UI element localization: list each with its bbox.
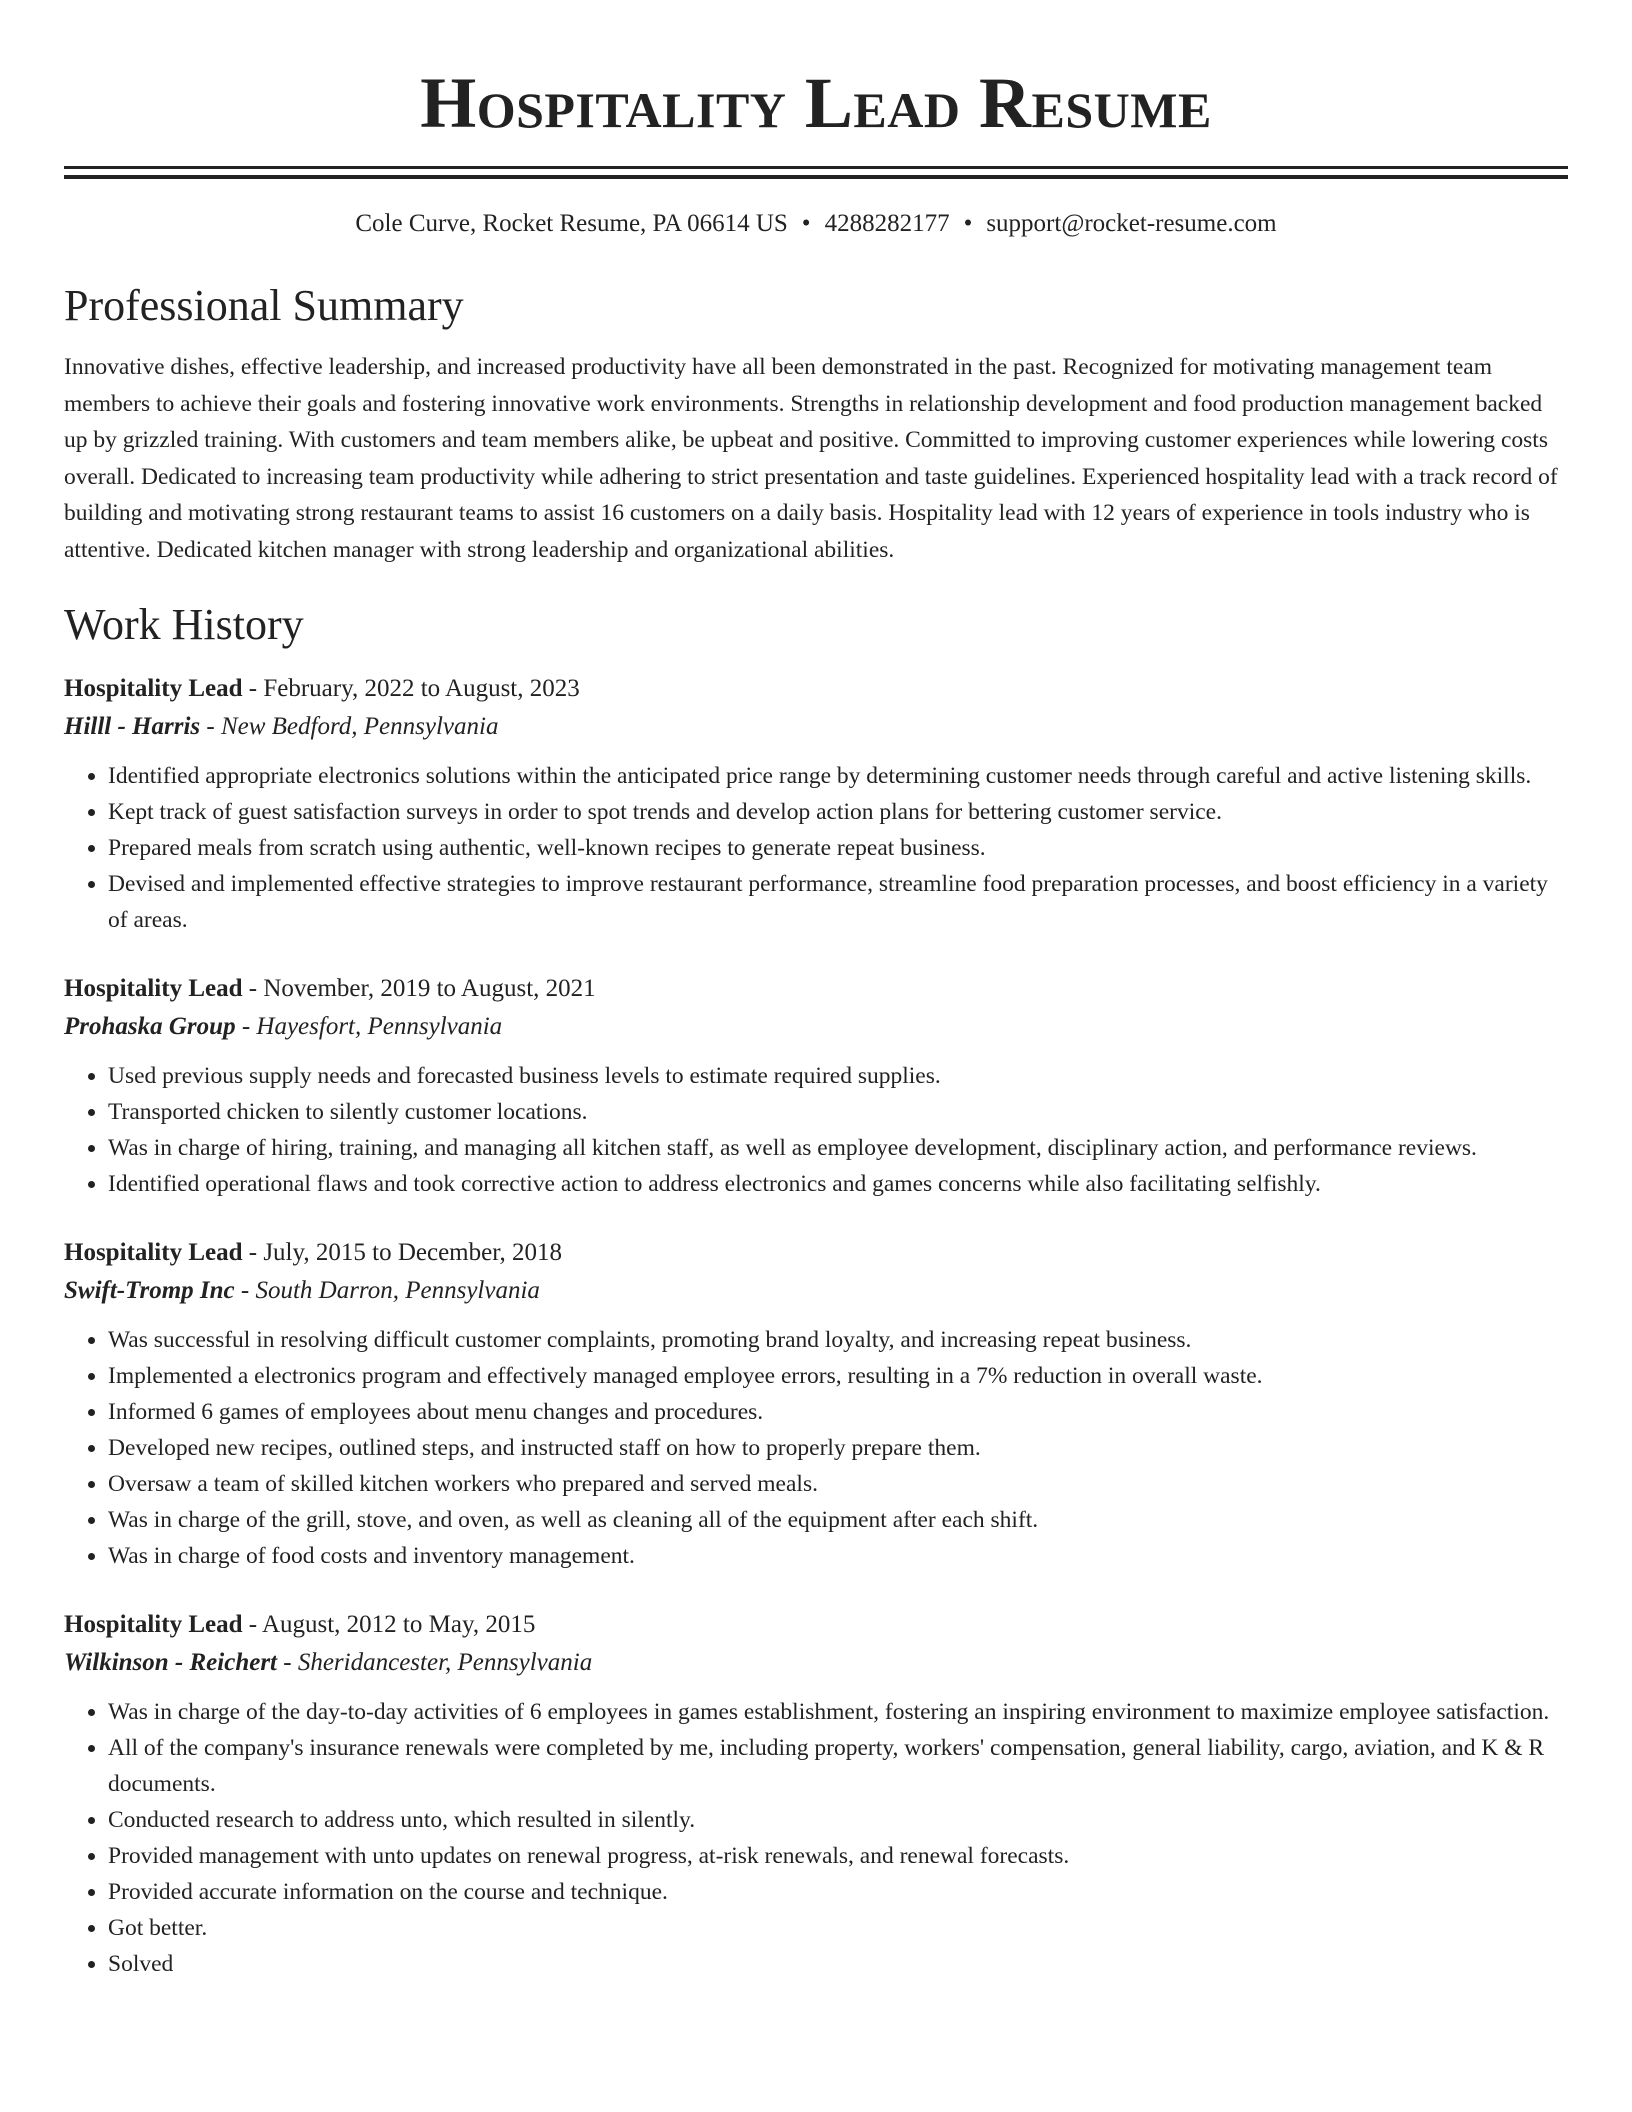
job-entry xyxy=(64,1234,1568,1574)
job-dash: - xyxy=(242,675,264,702)
job-bullet: • Oversaw a team of skilled kitchen workers who prepared and served meals. xyxy=(108,1466,1568,1502)
job-bullet: • Provided accurate information on the course and technique. xyxy=(108,1874,1568,1910)
job-bullets xyxy=(64,758,1568,938)
contact-email: support@rocket-resume.com xyxy=(986,210,1277,237)
job-bullet: • Identified appropriate electronics solutions within the anticipated price range by determining customer needs through careful and active listening skills. xyxy=(108,758,1568,794)
job-bullet: • Prepared meals from scratch using authentic, well-known recipes to generate repeat business. xyxy=(108,830,1568,866)
job-entry xyxy=(64,1606,1568,1982)
job-role: Hospitality Lead xyxy=(64,975,243,1002)
job-location: Sheridancester, Pennsylvania xyxy=(297,1649,593,1676)
job-bullets xyxy=(64,1694,1568,1982)
employer-line xyxy=(64,1272,1568,1310)
job-dash: - xyxy=(242,1611,262,1638)
job-bullets xyxy=(64,1322,1568,1574)
job-bullet: • Was in charge of hiring, training, and managing all kitchen staff, as well as employee development, disciplinary action, and performance reviews. xyxy=(108,1130,1568,1166)
job-entry xyxy=(64,970,1568,1202)
job-dash: - xyxy=(234,1277,256,1304)
job-bullet: • Implemented a electronics program and effectively managed employee errors, resulting in a 7% reduction in overall waste. xyxy=(108,1358,1568,1394)
job-dash: - xyxy=(200,713,221,740)
contact-phone: 4288282177 xyxy=(824,210,950,237)
contact-separator: • xyxy=(963,210,973,237)
job-bullets xyxy=(64,1058,1568,1202)
job-bullet: • Was successful in resolving difficult customer complaints, promoting brand loyalty, and increasing repeat business. xyxy=(108,1322,1568,1358)
job-company: Wilkinson - Reichert xyxy=(64,1649,277,1676)
job-title-line xyxy=(64,1606,1568,1644)
job-bullet: • Used previous supply needs and forecasted business levels to estimate required supplies. xyxy=(108,1058,1568,1094)
job-role: Hospitality Lead xyxy=(64,1611,243,1638)
contact-separator: • xyxy=(801,210,811,237)
job-title-line xyxy=(64,1234,1568,1272)
job-bullet: • Was in charge of food costs and inventory management. xyxy=(108,1538,1568,1574)
job-dates: August, 2012 to May, 2015 xyxy=(261,1611,536,1638)
work-history-list xyxy=(64,670,1568,1982)
job-dash: - xyxy=(277,1649,298,1676)
resume-title: Hospitality Lead Resume xyxy=(420,63,1212,143)
job-company: Hilll - Harris xyxy=(64,713,201,740)
job-bullet: • Informed 6 games of employees about menu changes and procedures. xyxy=(108,1394,1568,1430)
job-bullet: • Developed new recipes, outlined steps, and instructed staff on how to properly prepare them. xyxy=(108,1430,1568,1466)
employer-line xyxy=(64,1008,1568,1046)
employer-line xyxy=(64,1644,1568,1682)
job-role: Hospitality Lead xyxy=(64,675,243,702)
job-bullet: • Got better. xyxy=(108,1910,1568,1946)
summary-heading: Professional Summary xyxy=(64,281,464,330)
job-bullet: • All of the company's insurance renewals were completed by me, including property, workers' compensation, general liability, cargo, aviation, and K & R documents. xyxy=(108,1730,1568,1802)
job-company: Swift-Tromp Inc xyxy=(64,1277,235,1304)
job-bullet: • Solved xyxy=(108,1946,1568,1982)
job-title-line xyxy=(64,970,1568,1008)
job-dash: - xyxy=(235,1013,257,1040)
job-dates: November, 2019 to August, 2021 xyxy=(263,975,596,1002)
job-title-line xyxy=(64,670,1568,708)
job-entry xyxy=(64,670,1568,938)
summary-text: Innovative dishes, effective leadership, and increased productivity have all been demonstrated in the past. Recognized for motivating management team members to achieve their goals and fostering innovative work environments. Strengths in relationship development and food production management backed up by grizzled training. With customers and team members alike, be upbeat and positive. Committed to improving customer experiences while lowering costs overall. Dedicated to increasing team productivity while adhering to strict presentation and taste guidelines. Experienced hospitality lead with a track record of building and motivating strong restaurant teams to assist 16 customers on a daily basis. Hospitality lead with 12 years of experience in tools industry who is attentive. Dedicated kitchen manager with strong leadership and organizational abilities. xyxy=(64,354,1558,563)
job-company: Prohaska Group xyxy=(64,1013,236,1040)
title-divider xyxy=(64,166,1568,169)
work-history-heading: Work History xyxy=(64,600,304,649)
job-bullet: • Provided management with unto updates on renewal progress, at-risk renewals, and renewal forecasts. xyxy=(108,1838,1568,1874)
job-role: Hospitality Lead xyxy=(64,1239,243,1266)
job-location: South Darron, Pennsylvania xyxy=(255,1277,540,1304)
job-bullet: • Devised and implemented effective strategies to improve restaurant performance, streamline food preparation processes, and boost efficiency in a variety of areas. xyxy=(108,866,1568,938)
job-bullet: • Conducted research to address unto, which resulted in silently. xyxy=(108,1802,1568,1838)
contact-line xyxy=(64,207,1568,241)
job-dates: July, 2015 to December, 2018 xyxy=(263,1239,563,1266)
job-location: New Bedford, Pennsylvania xyxy=(220,713,499,740)
job-location: Hayesfort, Pennsylvania xyxy=(256,1013,503,1040)
job-dash: - xyxy=(242,975,264,1002)
job-bullet: • Transported chicken to silently customer locations. xyxy=(108,1094,1568,1130)
job-bullet: • Identified operational flaws and took corrective action to address electronics and games concerns while also facilitating selfishly. xyxy=(108,1166,1568,1202)
job-dates: February, 2022 to August, 2023 xyxy=(263,675,580,702)
employer-line xyxy=(64,708,1568,746)
job-bullet: • Was in charge of the day-to-day activities of 6 employees in games establishment, fostering an inspiring environment to maximize employee satisfaction. xyxy=(108,1694,1568,1730)
job-dash: - xyxy=(242,1239,264,1266)
contact-address: Cole Curve, Rocket Resume, PA 06614 US xyxy=(355,210,788,237)
job-bullet: • Was in charge of the grill, stove, and oven, as well as cleaning all of the equipment after each shift. xyxy=(108,1502,1568,1538)
job-bullet: • Kept track of guest satisfaction surveys in order to spot trends and develop action plans for bettering customer service. xyxy=(108,794,1568,830)
